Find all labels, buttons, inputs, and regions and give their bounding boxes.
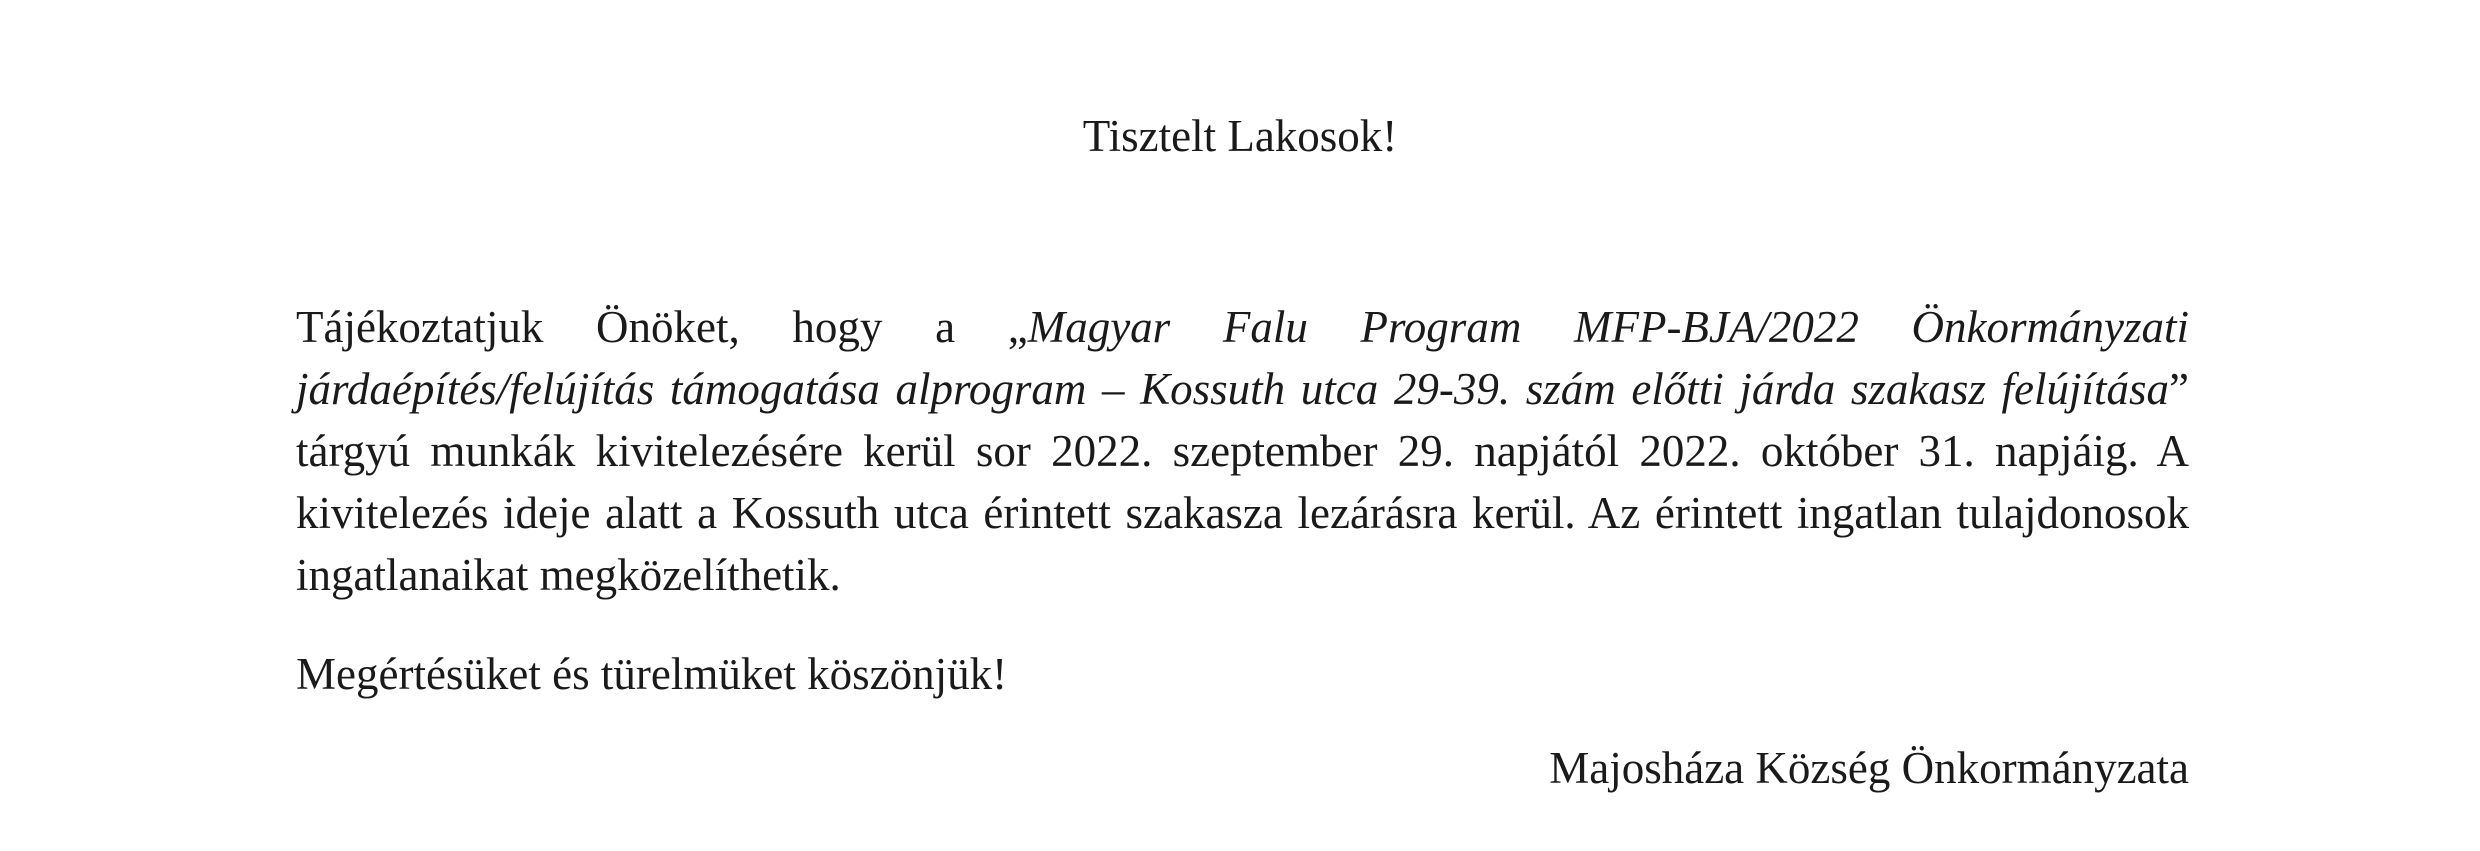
signature: Majosháza Község Önkormányzata xyxy=(1549,743,2189,793)
paragraph-rest: ” tárgyú munkák kivitelezésére kerül sor 2022. szeptember 29. napjától 2022. október 31. napjáig. A kivitelezés ideje alatt a Kossuth utca érintett szakasza lezárásra kerül. Az érintett ingatlan tulajdonosok ingatlanaikat megközelíthetik. xyxy=(296,364,2189,600)
closing-line: Megértésüket és türelmüket köszönjük! xyxy=(296,649,1008,699)
greeting-heading: Tisztelt Lakosok! xyxy=(1082,111,1398,161)
notice-paragraph xyxy=(296,296,2189,606)
project-title: Magyar Falu Program MFP-BJA/2022 Önkormányzati járdaépítés/felújítás támogatása alprogram – Kossuth utca 29-39. szám előtti járda szakasz felújítása xyxy=(296,302,2190,414)
paragraph-intro: Tájékoztatjuk Önöket, hogy a „ xyxy=(296,302,1028,352)
